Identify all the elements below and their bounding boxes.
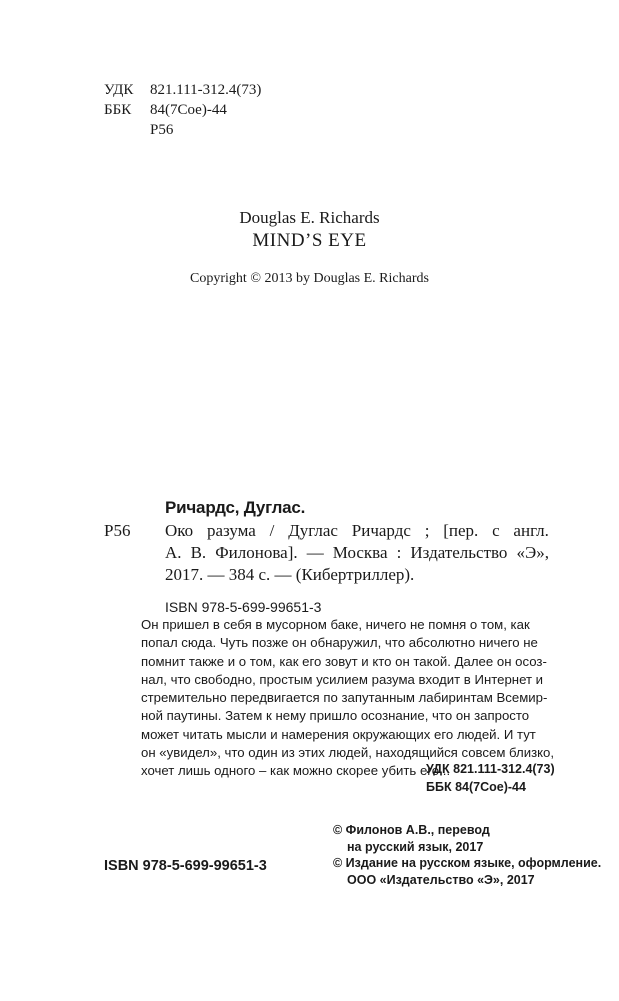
annotation-line: стремительно передвигается по запутанным лабиринтам Всемир- bbox=[141, 690, 548, 706]
annotation-line: попал сюда. Чуть позже он обнаружил, что абсолютно ничего не bbox=[141, 635, 538, 651]
author-mark: Р56 bbox=[150, 122, 174, 138]
original-copyright: Copyright © 2013 by Douglas E. Richards bbox=[190, 271, 429, 286]
annotation-line: помнит также и о том, как его зовут и кто он такой. Далее он осоз- bbox=[141, 653, 547, 669]
bbk-value: 84(7Сое)-44 bbox=[150, 102, 227, 118]
udk-label: УДК bbox=[104, 82, 134, 98]
rights-line: на русский язык, 2017 bbox=[347, 839, 484, 854]
udk-value: 821.111-312.4(73) bbox=[150, 82, 262, 98]
bibliography-line-3: 2017. — 384 с. — (Кибертриллер). bbox=[165, 565, 415, 584]
annotation-line: может читать мысли и намерения окружающих его людей. И тут bbox=[141, 726, 536, 742]
rights-notice bbox=[333, 822, 601, 888]
bib-word: : bbox=[396, 543, 402, 562]
isbn-large: ISBN 978-5-699-99651-3 bbox=[104, 858, 267, 874]
annotation-line: хочет лишь одного – как можно скорее убить его... bbox=[141, 763, 451, 779]
bib-word: Издательство bbox=[410, 543, 508, 562]
rights-line: © Издание на русском языке, оформление. bbox=[333, 856, 602, 870]
annotation-line: он «увидел», что один из этих людей, находящийся совсем близко, bbox=[141, 745, 555, 761]
bottom-classification-codes bbox=[426, 760, 555, 796]
bib-word: ; bbox=[424, 521, 430, 540]
bottom-udk: УДК 821.111-312.4(73) bbox=[426, 762, 555, 776]
bibliography-code: Р56 bbox=[104, 521, 131, 540]
bbk-label: ББК bbox=[104, 102, 132, 118]
bib-word: англ. bbox=[513, 521, 549, 540]
annotation-line: нал, что свободно, простым усилием разума входит в Интернет и bbox=[141, 671, 544, 687]
bib-word: разума bbox=[206, 521, 256, 540]
bib-word: «Э», bbox=[516, 543, 549, 562]
bib-word: Москва bbox=[332, 543, 388, 562]
bib-word: / bbox=[269, 521, 275, 540]
bibliography-line-2 bbox=[165, 543, 549, 563]
bib-word: В. bbox=[190, 543, 207, 562]
bib-word: Ричардс bbox=[351, 521, 411, 540]
bib-word: [пер. bbox=[443, 521, 479, 540]
bib-word: Око bbox=[165, 521, 194, 540]
bib-word: Филонова]. bbox=[215, 543, 298, 562]
classification-codes bbox=[104, 80, 261, 140]
annotation-line: Он пришел в себя в мусорном баке, ничего не помня о том, как bbox=[141, 617, 530, 632]
bib-word: — bbox=[306, 543, 324, 562]
bib-word: Дуглас bbox=[288, 521, 338, 540]
bibliography-line-1 bbox=[165, 521, 549, 541]
bib-word: А. bbox=[165, 543, 182, 562]
annotation-line: ной паутины. Затем к нему пришло осознание, что он запросто bbox=[141, 708, 530, 724]
original-author: Douglas E. Richards bbox=[239, 208, 380, 227]
original-title: MIND’S EYE bbox=[252, 230, 367, 251]
isbn-small: ISBN 978-5-699-99651-3 bbox=[165, 599, 322, 615]
rights-line: ООО «Издательство «Э», 2017 bbox=[347, 872, 535, 887]
bib-word: с bbox=[492, 521, 500, 540]
rights-line: © Филонов А.В., перевод bbox=[333, 823, 490, 837]
annotation bbox=[141, 616, 554, 781]
bottom-bbk: ББК 84(7Сое)-44 bbox=[426, 780, 526, 794]
bibliography-heading: Ричардс, Дуглас. bbox=[165, 498, 306, 517]
